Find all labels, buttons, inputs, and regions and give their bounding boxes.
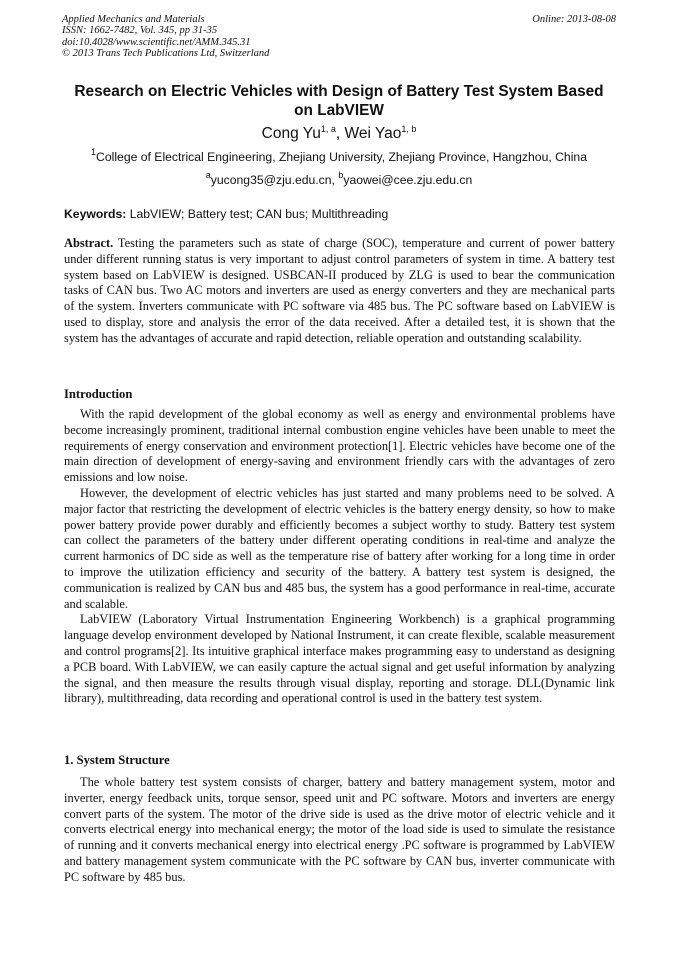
- system-structure-heading: 1. System Structure: [64, 753, 170, 767]
- author-1-superscript: 1, a: [320, 124, 336, 134]
- paper-title: [62, 82, 616, 120]
- title-line-1: Research on Electric Vehicles with Design of Battery Test System Based: [74, 83, 604, 100]
- affiliation: [62, 149, 616, 165]
- introduction-heading: Introduction: [64, 387, 133, 401]
- introduction-paragraph-2: However, the development of electric vehicles has just started and many problems need to be solved. A major factor that restricting the development of electric vehicles is the battery energy density, so how to make power battery provide power durably and efficiently becomes a subject worthy to study. Battery test system can collect the parameters of the battery under different operating conditions in real-time and analyze the current harmonics of DC side as well as the temperature rise of battery after working for a long time in order to improve the utilization efficiency and security of the battery. A battery test system is designed, the communication is realized by CAN bus and 485 bus, the system has a good performance in real-time, accurate and scalable.: [64, 485, 615, 611]
- abstract-paragraph: [64, 236, 615, 347]
- abstract-text: Testing the parameters such as state of charge (SOC), temperature and current of power battery under different running status is very important to adjust control parameters of system in time. A battery test system based on LabVIEW is designed. USBCAN-II produced by ZLG is used to bear the communication tasks of CAN bus. Two AC motors and inverters are used as energy converters and they are mechanical parts of the system. Inverters communicate with PC software via 485 bus. The PC software based on LabVIEW is used to display, store and analysis the error of the data received. After a detailed test, it is shown that the system has the advantages of accurate and rapid detection, reliable operation and outstanding scalability.: [64, 236, 615, 345]
- journal-name: Applied Mechanics and Materials: [62, 14, 205, 25]
- author-2-name: Wei Yao: [344, 125, 402, 142]
- system-structure-paragraph-1: The whole battery test system consists of charger, battery and battery management system, motor and inverter, energy feedback units, torque sensor, speed unit and PC software. Motors and inverters are energy convert parts of the system. The motor of the drive side is used as the drive motor of electric vehicle and it converts electrical energy into mechanical energy; the motor of the load side is used to simulate the resistance of running and it converts mechanical energy into electrical energy .PC software is programmed by LabVIEW and battery management system communicate with the PC software by CAN bus, inverter communicate with PC software by 485 bus.: [64, 775, 615, 884]
- copyright-line: © 2013 Trans Tech Publications Ltd, Switzerland: [62, 48, 270, 60]
- author-separator: ,: [335, 125, 345, 142]
- affiliation-text: College of Electrical Engineering, Zhejiang University, Zhejiang Province, Hangzhou, China: [96, 150, 587, 164]
- author-2-superscript: 1, b: [401, 124, 417, 134]
- author-1-name: Cong Yu: [261, 125, 321, 142]
- journal-header: [62, 14, 616, 60]
- introduction-paragraph-1: With the rapid development of the global economy as well as energy and environmental problems have become increasingly prominent, traditional internal combustion engine vehicles have been unable to meet the requirements of energy conservation and environment protection[1]. Electric vehicles have become one of the main direction of development of energy-saving and environment friendly cars with the advantages of zero emissions and low noise.: [64, 407, 615, 485]
- email-b: yaowei@cee.zju.edu.cn: [343, 173, 473, 187]
- author-list: [62, 124, 616, 144]
- abstract-label: Abstract.: [64, 236, 114, 250]
- introduction-paragraph-3: LabVIEW (Laboratory Virtual Instrumentation Engineering Workbench) is a graphical programming language develop environment developed by National Instrument, it can create flexible, scalable measurement and control programs[2]. Its intuitive graphical interface makes programming easy to understand as designing a PCB board. With LabVIEW, we can easily capture the actual signal and get useful information by analyzing the signal, and then measure the results through visual display, reporting and storage. DLL(Dynamic link library), multithreading, data recording and operational control is used in the battery test system.: [64, 612, 615, 706]
- keywords: [64, 206, 616, 222]
- affiliation-superscript: 1: [91, 147, 97, 157]
- doi-line: doi:10.4028/www.scientific.net/AMM.345.31: [62, 36, 251, 48]
- email-a: yucong35@zju.edu.cn,: [210, 173, 339, 187]
- title-line-2: on LabVIEW: [294, 102, 384, 119]
- email-a-superscript: a: [205, 170, 211, 180]
- author-emails: [62, 172, 616, 188]
- email-b-superscript: b: [338, 170, 344, 180]
- introduction-section: [64, 407, 615, 707]
- abstract: [64, 236, 615, 347]
- online-date: Online: 2013-08-08: [532, 14, 616, 25]
- keywords-text: LabVIEW; Battery test; CAN bus; Multithreading: [126, 207, 389, 221]
- system-structure-section: [64, 775, 615, 886]
- issn-line: ISSN: 1662-7482, Vol. 345, pp 31-35: [62, 25, 218, 37]
- keywords-label: Keywords:: [64, 207, 127, 221]
